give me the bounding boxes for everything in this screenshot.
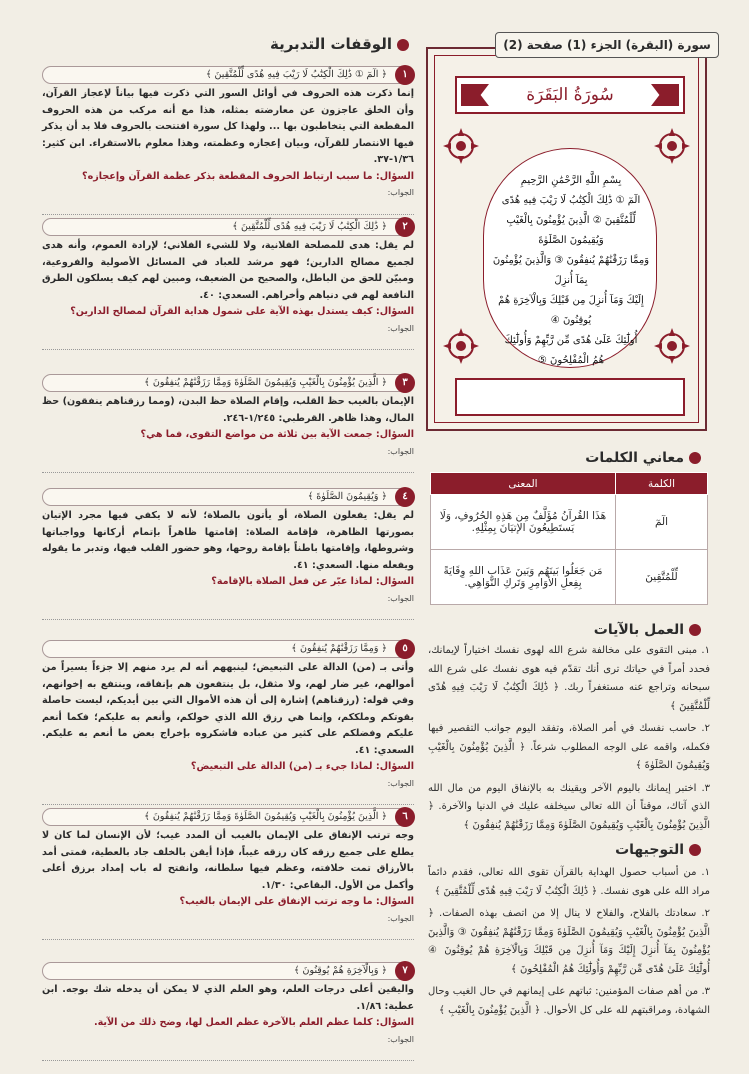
quran-line: هُمُ الْمُفْلِحُونَ ⑤ — [537, 355, 605, 366]
guidance-list — [428, 864, 710, 1024]
floral-ornament-icon — [441, 326, 481, 366]
table-row — [431, 550, 708, 605]
table-row — [431, 495, 708, 550]
reflection-body: وأتى بـ (من) الدالة على التبعيض؛ لينبههم أنه لم يرد منهم إلا جزءاً يسيراً من أموالهم، غير ضار لهم، ولا مثقل، بل ينتفعون هم بإنفاقه، وينتفع به إخوانهم، وفي قوله: (رزقناهم) إشارة إلى أن هذه الأموال التي بين أيديكم، ليست حاصلة بقوتكم وملككم، وإنما هي رزق الله الذي خولكم، وأنعم به عليكم؛ فكما أنعم عليكم وفضلكم على كثير من عباده فاشكروه بإخراج بعض ما أنعم به عليكم. السعدي: ٤١. — [42, 662, 414, 756]
section-bullet-icon — [689, 844, 701, 856]
quran-line: أُولَٰٓئِكَ عَلَىٰ هُدًى مِّن رَّبِّهِمْ وَأُولَٰٓئِكَ — [504, 335, 638, 346]
reflection-verse — [42, 66, 414, 84]
list-item: ١. من أسباب حصول الهداية بالقرآن تقوى الله تعالى، فقدم دائماً مراد الله على هوى نفسك. ﴿ ذَٰلِكَ الْكِتَٰبُ لَا رَيْبَ فِيهِ هُدًى لِّلْمُتَّقِينَ ﴾ — [428, 867, 710, 897]
answer-line[interactable] — [42, 337, 414, 350]
answer-label: الجواب: — [387, 1034, 414, 1044]
quran-line: إِلَيْكَ وَمَآ أُنزِلَ مِن قَبْلِكَ وَبِالْآخِرَةِ هُمْ يُوقِنُونَ ④ — [498, 295, 644, 326]
floral-ornament-icon — [441, 126, 481, 166]
answer-label: الجواب: — [387, 188, 414, 197]
answer-label: الجواب: — [387, 446, 414, 456]
reflection-question: السؤال: كيف يستدل بهذه الآية على شمول هداية القرآن لمصالح الدارين؟ — [70, 306, 414, 317]
meaning-cell: هَذَا القُرآنُ مُؤَلَّفٌ مِن هَذِهِ الحُرُوفِ، وَلَا يَستَطِيعُونَ الإتيَانَ بِمِثْلِهِ. — [431, 495, 616, 550]
guidance-title — [615, 842, 701, 858]
reflection-item — [42, 374, 414, 473]
reflection-body: واليقين أعلى درجات العلم، وهو العلم الذي لا يمكن أن يدخله شك بوجه. ابن عطية: ١/٨٦. — [42, 984, 414, 1012]
word-cell: لِّلْمُتَّقِينَ — [616, 550, 708, 605]
quran-text — [489, 171, 653, 371]
verse-text: ﴿ وَيُقِيمُونَ الصَّلَوٰةَ ﴾ — [307, 491, 387, 502]
item-number: ٦ — [395, 807, 415, 827]
section-bullet-icon — [689, 452, 701, 464]
answer-label: الجواب: — [387, 778, 414, 788]
item-number: ٤ — [395, 487, 415, 507]
verse-text: ﴿ الَّذِينَ يُؤْمِنُونَ بِالْغَيْبِ وَيُقِيمُونَ الصَّلَوٰةَ وَمِمَّا رَزَقْنَٰهُمْ يُنفِقُونَ ﴾ — [144, 377, 387, 388]
reflection-item — [42, 218, 414, 350]
action-title — [594, 622, 701, 638]
meanings-table — [430, 472, 708, 605]
section-bullet-icon — [689, 624, 701, 636]
item-number: ٣ — [395, 373, 415, 393]
verse-text: ﴿ ذَٰلِكَ الْكِتَٰبُ لَا رَيْبَ فِيهِ هُدًى لِّلْمُتَّقِينَ ﴾ — [232, 221, 387, 232]
meanings-title — [585, 450, 701, 466]
reflections-title — [270, 35, 409, 53]
reflections-title-text: الوقفات التدبرية — [270, 35, 392, 53]
answer-line[interactable] — [42, 202, 414, 215]
sura-page-header: سورة (البقرة) الجزء (1) صفحة (2) — [495, 32, 719, 58]
ornament-right-icon — [651, 84, 679, 106]
item-number: ٢ — [395, 217, 415, 237]
reflection-verse — [42, 488, 414, 506]
sura-title-box — [455, 76, 685, 114]
reflection-body: لم يقل: هدى للمصلحة الفلانية، ولا للشيء الفلاني؛ لإرادة العموم، وأنه هدى لجميع مصالح الدارين؛ فهو مرشد للعباد في المسائل الأصولية والفروعية، ومبيّن للحق من الباطل، والصحيح من الضعيف، ومبين لهم كيف يسلكون الطرق النافعة لهم في دنياهم وأخراهم. السعدي: ٤٠. — [42, 240, 414, 301]
reflection-question: السؤال: ما سبب ارتباط الحروف المقطعة بذكر عظمة القرآن وإعجازه؟ — [82, 170, 414, 182]
reflection-body: الإيمان بالغيب حظ القلب، وإقام الصلاة حظ البدن، (ومما رزقناهم ينفقون) حظ المال، وهذا ظاهر. القرطبي: ١/٢٤٥-٢٤٦. — [42, 396, 414, 424]
list-item: ٣. من أهم صفات المؤمنين: ثباتهم على إيمانهم في حال الغيب وحال الشهادة، ومراقبتهم لله على كل الأحوال. ﴿ الَّذِينَ يُؤْمِنُونَ بِالْغَيْبِ ﴾ — [428, 986, 710, 1016]
floral-ornament-icon — [652, 326, 692, 366]
answer-line[interactable] — [42, 792, 414, 805]
quran-line: الٓمٓ ① ذَٰلِكَ الْكِتَٰبُ لَا رَيْبَ فِيهِ هُدًى — [501, 195, 641, 206]
action-list — [428, 642, 710, 839]
item-number: ١ — [395, 65, 415, 85]
verse-text: ﴿ وَمِمَّا رَزَقْنَٰهُمْ يُنفِقُونَ ﴾ — [291, 643, 387, 654]
quran-line: وَمِمَّا رَزَقْنَٰهُمْ يُنفِقُونَ ③ وَالَّذِينَ يُؤْمِنُونَ بِمَآ أُنزِلَ — [492, 255, 650, 286]
table-header-row — [431, 473, 708, 495]
answer-label: الجواب: — [387, 593, 414, 603]
section-bullet-icon — [397, 39, 409, 51]
answer-line[interactable] — [42, 927, 414, 940]
verse-text: ﴿ الَّذِينَ يُؤْمِنُونَ بِالْغَيْبِ وَيُقِيمُونَ الصَّلَوٰةَ وَمِمَّا رَزَقْنَٰهُمْ يُنفِقُونَ ﴾ — [144, 811, 387, 822]
list-item: ١. مبنى التقوى على مخالفة شرع الله لهوى نفسك اختياراً لإيمانك، فحدد أمراً في حياتك ترى أنك تقدّم فيه هوى نفسك على شرع الله سبحانه وتراجع عنه مستغفراً ربك. ﴿ ذَٰلِكَ الْكِتَٰبُ لَا رَيْبَ فِيهِ هُدًى لِّلْمُتَّقِينَ ﴾ — [428, 645, 710, 712]
guidance-title-text: التوجيهات — [615, 842, 684, 858]
quran-frame — [426, 47, 707, 431]
reflection-item — [42, 66, 414, 215]
word-cell: الٓمٓ — [616, 495, 708, 550]
quran-frame-inner — [434, 55, 699, 423]
col-word: الكلمة — [616, 473, 708, 495]
ornament-left-icon — [461, 84, 489, 106]
reflection-verse — [42, 808, 414, 826]
answer-label: الجواب: — [387, 323, 414, 333]
reflection-verse — [42, 962, 414, 980]
verse-text: ﴿ وَبِالْآخِرَةِ هُمْ يُوقِنُونَ ﴾ — [293, 965, 387, 976]
bottom-ornament-band — [455, 378, 685, 416]
reflection-verse — [42, 374, 414, 392]
reflection-item — [42, 962, 414, 1061]
verse-text: ﴿ الٓمٓ ① ذَٰلِكَ الْكِتَٰبُ لَا رَيْبَ فِيهِ هُدًى لِّلْمُتَّقِينَ ﴾ — [205, 69, 387, 80]
answer-label: الجواب: — [387, 913, 414, 923]
action-title-text: العمل بالآيات — [593, 622, 684, 638]
answer-line[interactable] — [42, 607, 414, 620]
reflection-verse — [42, 218, 414, 236]
reflection-question: السؤال: لماذا عبّر عن فعل الصلاة بالإقامة؟ — [211, 576, 414, 587]
reflection-question: السؤال: لماذا جيء بـ (من) الدالة على التبعيض؟ — [190, 761, 414, 772]
reflection-body: لم يقل: يفعلون الصلاة، أو يأتون بالصلاة؛ لأنه لا يكفي فيها مجرد الإتيان بصورتها الظاهرة، فإقامة الصلاة: إقامتها ظاهراً بإتمام أركانها وواجباتها وشروطها، وإقامتها باطناً بإقامة روحها، وهو حضور القلب فيها، وتدبر ما يقوله ويفعله منها. السعدي: ٤١. — [42, 510, 414, 571]
meaning-cell: مَن جَعَلُوا بَينَهُم وَبَينَ عَذَابِ اللهِ وِقَايَةً بِفِعلِ الأوَامِرِ وَتَركِ النَّوَاهِي. — [431, 550, 616, 605]
item-number: ٥ — [395, 639, 415, 659]
item-number: ٧ — [395, 961, 415, 981]
reflection-body: وجه ترتب الإنفاق على الإيمان بالغيب أن المدد غيب؛ لأن الإنسان لما كان لا يطلع على جميع رزقه كان رزقه غيباً، فإذا أيقن بالخلف جاد بالعطية، فمتى أمد بالأرزاق تمت خلافته، وعظم فيها سلطانه، وانفتح له باب إمداد برزق أعلى وأكمل من الأول. البقاعي: ١/٣٠. — [42, 830, 414, 891]
reflection-question: السؤال: ما وجه ترتب الإنفاق على الإيمان بالغيب؟ — [179, 896, 414, 907]
answer-line[interactable] — [42, 1048, 414, 1061]
meanings-title-text: معاني الكلمات — [585, 450, 684, 466]
list-item: ٢. سعادتك بالفلاح، والفلاح لا ينال إلا من اتصف بهذه الصفات. ﴿ الَّذِينَ يُؤْمِنُونَ بِالْغَيْبِ وَيُقِيمُونَ الصَّلَوٰةَ وَمِمَّا رَزَقْنَٰهُمْ يُنفِقُونَ ③ وَالَّذِينَ يُؤْمِنُونَ بِمَآ أُنزِلَ إِلَيْكَ وَمَآ أُنزِلَ مِن قَبْلِكَ وَبِالْآخِرَةِ هُمْ يُوقِنُونَ ④ أُولَٰٓئِكَ عَلَىٰ هُدًى مِّن رَّبِّهِمْ وَأُولَٰٓئِكَ هُمُ الْمُفْلِحُونَ ﴾ — [428, 908, 710, 975]
sura-title: سُورَةُ البَقَرَة — [526, 85, 614, 105]
reflection-question: السؤال: كلما عظم العلم بالآخرة عظم العمل لها، وضح ذلك من الآية. — [93, 1017, 414, 1028]
list-item: ٢. حاسب نفسك في أمر الصلاة، وتفقد اليوم جوانب التقصير فيها فكمله، واقمه على الوجه المطلوب شرعاً. ﴿ الَّذِينَ يُؤْمِنُونَ بِالْغَيْبِ وَيُقِيمُونَ الصَّلَوٰةَ ﴾ — [428, 723, 710, 771]
reflection-item — [42, 640, 414, 805]
reflection-item — [42, 488, 414, 620]
col-meaning: المعنى — [431, 473, 616, 495]
reflection-body: إنما ذكرت هذه الحروف في أوائل السور التي ذكرت فيها بياناً لإعجاز القرآن، وأن الخلق عاجزون عن معارضته بمثله، هذا مع أنه مركب من هذه الحروف المقطعة التي يتخاطبون بها ... ولهذا كل سورة افتتحت بالحروف فلا بد أن يذكر فيها الانتصار للقرآن، وبيان إعجازه وعظمته، وهذا معلوم بالاستقراء. ابن كثير: ١/٣٦-٣٧. — [42, 88, 414, 165]
answer-line[interactable] — [42, 460, 414, 473]
reflection-verse — [42, 640, 414, 658]
list-item: ٣. اختبر إيمانك باليوم الآخر ويقينك به بالإنفاق اليوم من مال الله الذي آتاك، موقناً أن الله تعالى سيخلفه عليك في الدنيا والآخرة. ﴿ الَّذِينَ يُؤْمِنُونَ بِالْغَيْبِ وَيُقِيمُونَ الصَّلَوٰةَ وَمِمَّا رَزَقْنَٰهُمْ يُنفِقُونَ ﴾ — [428, 782, 710, 831]
quran-line: بِسْمِ اللَّهِ الرَّحْمَٰنِ الرَّحِيمِ — [520, 175, 622, 186]
quran-line: لِّلْمُتَّقِينَ ② الَّذِينَ يُؤْمِنُونَ بِالْغَيْبِ وَيُقِيمُونَ الصَّلَوٰةَ — [506, 215, 636, 246]
floral-ornament-icon — [652, 126, 692, 166]
reflection-question: السؤال: جمعت الآية بين ثلاثة من مواضع التقوى، فما هي؟ — [140, 429, 414, 440]
reflection-item — [42, 808, 414, 940]
